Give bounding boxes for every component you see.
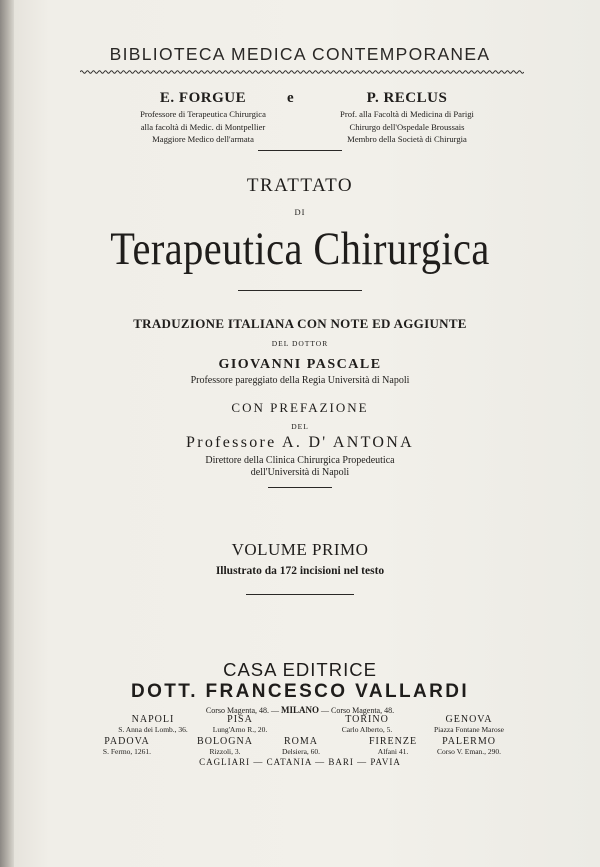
author-reclus bbox=[302, 90, 512, 145]
divider-rule bbox=[268, 487, 332, 488]
author-credential: Membro della Società di Chirurgia bbox=[347, 134, 467, 144]
author-credential: Chirurgo dell'Ospedale Broussais bbox=[349, 121, 465, 132]
branch-city: NAPOLI bbox=[131, 714, 175, 725]
branch-palermo bbox=[404, 736, 534, 756]
main-title: Terapeutica Chirurgica bbox=[110, 223, 490, 275]
main-office-city: MILANO bbox=[281, 705, 319, 715]
title-di: DI bbox=[294, 207, 306, 217]
preface-credential: Direttore della Clinica Chirurgica Propedeutica bbox=[205, 455, 395, 466]
branch-address: S. Fermo, 1261. bbox=[102, 747, 152, 756]
author-name: E. FORGUE bbox=[159, 90, 247, 106]
preface-line: CON PREFAZIONE bbox=[231, 400, 369, 415]
translation-line: TRADUZIONE ITALIANA CON NOTE ED AGGIUNTE bbox=[133, 316, 467, 331]
branch-city: FIRENZE bbox=[368, 736, 418, 747]
preface-credential: dell'Università di Napoli bbox=[250, 467, 350, 478]
branch-address: Corso V. Eman., 290. bbox=[436, 747, 502, 756]
publisher-other-cities: CAGLIARI — CATANIA — BARI — PAVIA bbox=[199, 757, 401, 767]
main-office-address: Corso Magenta, 48. — bbox=[205, 706, 279, 715]
authors-block bbox=[0, 90, 600, 150]
preface-author: Professore A. D' ANTONA bbox=[186, 434, 414, 451]
publisher-house: CASA EDITRICE bbox=[223, 659, 377, 680]
branch-city: PALERMO bbox=[442, 736, 496, 747]
branch-address: Piazza Fontane Marose bbox=[434, 725, 504, 734]
branch-address: Lung'Arno R., 20. bbox=[212, 725, 268, 734]
preface-credentials bbox=[0, 455, 600, 479]
author-credential: Maggiore Medico dell'armata bbox=[152, 134, 254, 144]
author-credential: Professore di Terapeutica Chirurgica bbox=[140, 109, 266, 119]
branch-city: PISA bbox=[227, 714, 253, 725]
preface-del: DEL bbox=[291, 422, 309, 431]
wavy-divider bbox=[80, 68, 524, 76]
author-credential: alla facoltà di Medic. di Montpellier bbox=[140, 121, 266, 132]
branch-address: Rizzoli, 3. bbox=[209, 747, 241, 756]
title-pre: TRATTATO bbox=[246, 175, 354, 196]
divider-rule bbox=[258, 150, 342, 151]
author-credential: Prof. alla Facoltà di Medicina di Parigi bbox=[340, 109, 474, 119]
author-forgue bbox=[98, 90, 308, 145]
branch-pisa bbox=[175, 714, 305, 734]
series-title: BIBLIOTECA MEDICA CONTEMPORANEA bbox=[109, 44, 491, 64]
branch-city: PADOVA bbox=[104, 736, 150, 747]
publisher-name: DOTT. FRANCESCO VALLARDI bbox=[130, 681, 470, 702]
branch-genova bbox=[404, 714, 534, 734]
divider-rule bbox=[246, 594, 354, 595]
volume-illustrations: Illustrato da 172 incisioni nel testo bbox=[215, 565, 385, 577]
branch-address: Carlo Alberto, 5. bbox=[341, 725, 393, 734]
branch-city: GENOVA bbox=[445, 714, 493, 725]
volume-label: VOLUME PRIMO bbox=[231, 540, 369, 559]
translator-name: GIOVANNI PASCALE bbox=[218, 357, 382, 372]
branch-address: Delsiera, 60. bbox=[281, 747, 321, 756]
author-name: P. RECLUS bbox=[366, 90, 448, 106]
translation-del-dottor: DEL DOTTOR bbox=[271, 339, 329, 348]
branch-city: TORINO bbox=[345, 714, 389, 725]
author-conjunction: e bbox=[287, 90, 294, 106]
translator-credentials: Professore pareggiato della Regia Università di Napoli bbox=[190, 375, 410, 386]
branch-address: S. Anna dei Lomb., 36. bbox=[118, 725, 188, 734]
branch-city: ROMA bbox=[283, 736, 318, 747]
main-office-address: — Corso Magenta, 48. bbox=[321, 706, 395, 715]
divider-rule bbox=[238, 290, 362, 291]
branch-address: Alfani 41. bbox=[377, 747, 409, 756]
branch-city: BOLOGNA bbox=[197, 736, 253, 747]
